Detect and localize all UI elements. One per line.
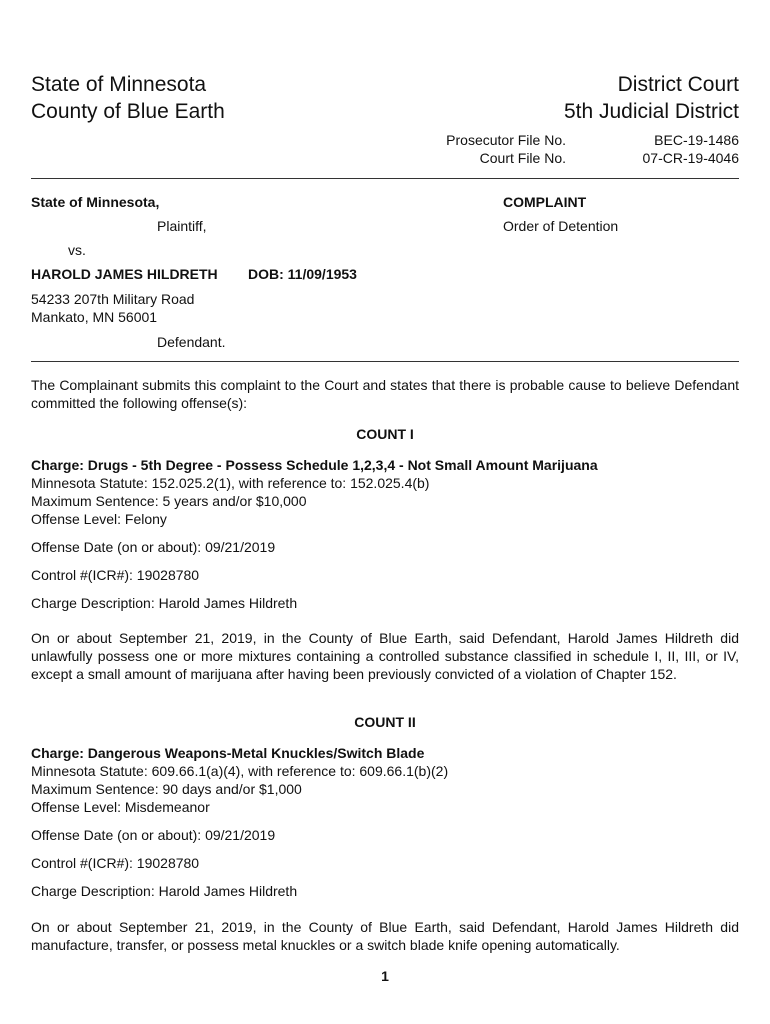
district-heading: 5th Judicial District [563,100,739,123]
defendant-address-line2: Mankato, MN 56001 [31,309,158,325]
header-divider [31,178,739,179]
count-narrative: On or about September 21, 2019, in the County of Blue Earth, said Defendant, Harold James Hildreth did manufacture, transfer, or possess metal knuckles or a switch blade knife opening automatically. [31,919,739,953]
count-details [31,744,448,816]
prosecutor-file-number: BEC-19-1486 [654,132,739,148]
page-number: 1 [381,968,389,984]
statute-line: Minnesota Statute: 609.66.1(a)(4), with reference to: 609.66.1(b)(2) [31,763,449,779]
defendant-dob: DOB: 11/09/1953 [248,266,357,282]
charge-description-line: Charge Description: Harold James Hildreth [31,883,298,899]
count-heading: COUNT II [354,714,416,730]
max-sentence-line: Maximum Sentence: 90 days and/or $1,000 [31,781,302,797]
statute-line: Minnesota Statute: 152.025.2(1), with reference to: 152.025.4(b) [31,475,430,491]
plaintiff-role: Plaintiff, [157,218,207,234]
document-subtitle: Order of Detention [503,218,619,234]
plaintiff-name: State of Minnesota, [31,194,160,210]
versus-label: vs. [68,242,86,258]
defendant-role: Defendant. [157,334,226,350]
defendant-address-line1: 54233 207th Military Road [31,291,195,307]
offense-date-line: Offense Date (on or about): 09/21/2019 [31,827,276,843]
count-narrative: On or about September 21, 2019, in the County of Blue Earth, said Defendant, Harold James Hildreth did unlawfully possess one or more mixtures containing a controlled substance classified in schedule I, II, III, or IV, except a small amount of marijuana after having been previously convicted of a violation of Chapter 152. [31,630,739,682]
caption-divider [31,361,739,362]
court-file-label: Court File No. [479,150,566,166]
offense-level-line: Offense Level: Felony [31,511,167,527]
offense-date-line: Offense Date (on or about): 09/21/2019 [31,539,276,555]
offense-level-line: Offense Level: Misdemeanor [31,799,210,815]
state-heading: State of Minnesota [31,73,207,96]
intro-paragraph: The Complainant submits this complaint to the Court and states that there is probable cause to believe Defendant committed the following offense(s): [31,377,739,411]
charge-title: Charge: Dangerous Weapons-Metal Knuckles/Switch Blade [31,745,425,761]
prosecutor-file-label: Prosecutor File No. [446,132,566,148]
court-heading: District Court [617,73,739,96]
court-file-number: 07-CR-19-4046 [642,150,739,166]
max-sentence-line: Maximum Sentence: 5 years and/or $10,000 [31,493,307,509]
charge-title: Charge: Drugs - 5th Degree - Possess Schedule 1,2,3,4 - Not Small Amount Marijuana [31,457,598,473]
charge-description-line: Charge Description: Harold James Hildreth [31,595,298,611]
count-heading: COUNT I [356,426,414,442]
count-details [31,456,598,528]
document-title: COMPLAINT [503,194,587,210]
control-number-line: Control #(ICR#): 19028780 [31,855,200,871]
control-number-line: Control #(ICR#): 19028780 [31,567,200,583]
defendant-name: HAROLD JAMES HILDRETH [31,266,218,282]
county-heading: County of Blue Earth [31,100,225,123]
